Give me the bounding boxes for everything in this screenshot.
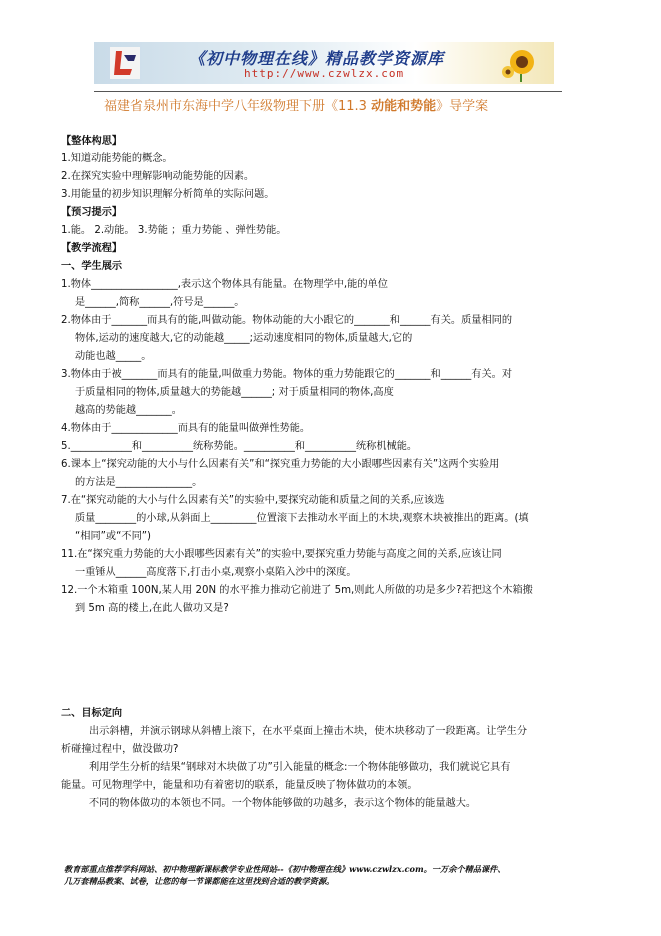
question-2: 2.物体由于_______而具有的能,叫做动能。物体动能的大小跟它的_______和______有关。质量相同的	[61, 315, 513, 326]
question-6: 6.课本上“探究动能的大小与什么因素有关”和“探究重力势能的大小跟哪些因素有关”这两个实验用	[61, 459, 500, 470]
section-heading-overview: 【整体构思】	[61, 136, 123, 147]
title-bold: 动能和势能	[371, 99, 437, 114]
question-11-cont: 一重锤从______高度落下,打击小桌,观察小桌陷入沙中的深度。	[75, 567, 357, 578]
footer-line-2: 几万套精品教案、试卷，让您的每一节课都能在这里找到合适的教学资源。	[64, 876, 335, 886]
question-7-cont: 质量________的小球,从斜面上_________位置滚下去推动水平面上的木块,观察木块被推出的距离。(填	[75, 513, 529, 524]
question-12-cont: 到 5m 高的楼上,在此人做功又是?	[75, 603, 229, 614]
question-1: 1.物体_________________,表示这个物体具有能量。在物理学中,能的单位	[61, 279, 388, 290]
section-heading-goal: 二、目标定向	[61, 708, 123, 719]
question-5: 5.____________和__________统称势能。__________和__________统称机械能。	[61, 441, 418, 452]
question-4: 4.物体由于_____________而具有的能量叫做弹性势能。	[61, 423, 311, 434]
page-title	[104, 95, 488, 114]
question-1-cont: 是______,简称______,符号是______。	[75, 297, 245, 308]
section-heading-flow: 【教学流程】	[61, 243, 123, 254]
question-3-cont: 越高的势能越_______。	[75, 405, 182, 416]
page-footer	[64, 863, 614, 887]
text-line: 1.知道动能势能的概念。	[61, 153, 173, 164]
text-line: 3.用能量的初步知识理解分析简单的实际问题。	[61, 189, 275, 200]
banner-url[interactable]: http://www.czwlzx.com	[244, 67, 405, 80]
question-3: 3.物体由于被_______而具有的能量,叫做重力势能。物体的重力势能跟它的_______和______有关。对	[61, 369, 513, 380]
text-line: 2.在探究实验中理解影响动能势能的因素。	[61, 171, 255, 182]
question-7-cont: “相同”或“不同”)	[75, 531, 152, 542]
question-2-cont: 物体,运动的速度越大,它的动能越_____;运动速度相同的物体,质量越大,它的	[75, 333, 413, 344]
footer-line-1: 教育部重点推荐学科网站、初中物理新课标教学专业性网站--《初中物理在线》www.czwlzx.com。一万余个精品课件、	[64, 864, 506, 874]
header-banner	[94, 42, 554, 84]
question-3-cont: 于质量相同的物体,质量越大的势能越______; 对于质量相同的物体,高度	[75, 387, 394, 398]
paragraph-line: 出示斜槽，并演示钢球从斜槽上滚下，在水平桌面上撞击木块，使木块移动了一段距离。让学生分	[89, 726, 528, 737]
paragraph-line: 析碰撞过程中，做没做功?	[61, 744, 179, 755]
banner-title: 《初中物理在线》精品教学资源库	[189, 49, 445, 68]
logo-icon	[110, 47, 140, 79]
text-line: 1.能。 2.动能。 3.势能 ；重力势能 、弹性势能。	[61, 225, 287, 236]
question-12: 12.一个木箱重 100N,某人用 20N 的水平推力推动它前进了 5m,则此人所做的功是多少?若把这个木箱搬	[61, 585, 533, 596]
question-11: 11.在“探究重力势能的大小跟哪些因素有关”的实验中,要探究重力势能与高度之间的关系,应该让同	[61, 549, 502, 560]
header-divider	[94, 91, 562, 92]
section-heading-preview: 【预习提示】	[61, 207, 123, 218]
question-7: 7.在“探究动能的大小与什么因素有关”的实验中,要探究动能和质量之间的关系,应该选	[61, 495, 445, 506]
paragraph-line: 能量。可见物理学中，能量和功有着密切的联系，能量反映了物体做功的本领。	[61, 780, 418, 791]
title-suffix: 》导学案	[436, 99, 489, 114]
title-prefix: 福建省泉州市东海中学八年级物理下册《11.3	[104, 99, 372, 114]
question-6-cont: 的方法是_______________。	[75, 477, 203, 488]
paragraph-line: 不同的物体做功的本领也不同。一个物体能够做的功越多，表示这个物体的能量越大。	[89, 798, 477, 809]
paragraph-line: 利用学生分析的结果“钢球对木块做了功”引入能量的概念:一个物体能够做功，我们就说它具有	[89, 762, 511, 773]
section-heading-student: 一、学生展示	[61, 261, 123, 272]
sunflower-icon	[500, 46, 540, 82]
question-2-cont: 动能也越_____。	[75, 351, 152, 362]
